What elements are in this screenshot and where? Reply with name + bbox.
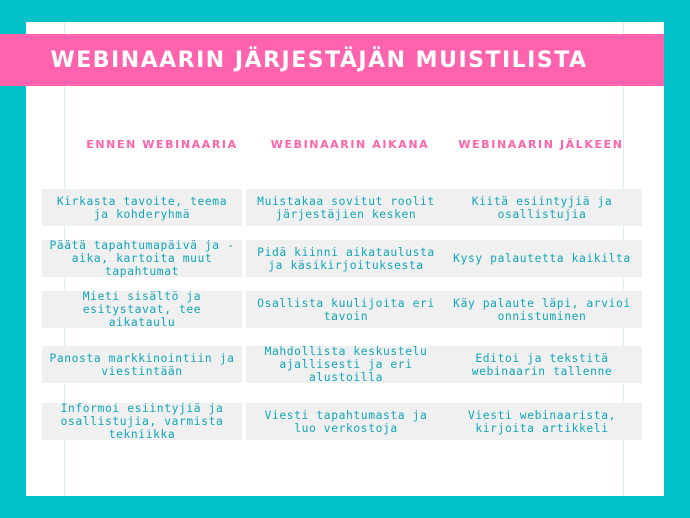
checklist-item: Osallista kuulijoita eri tavoin bbox=[246, 291, 446, 328]
checklist-item: Mieti sisältö ja esitystavat, tee aikataulu bbox=[42, 291, 242, 328]
title-banner bbox=[0, 34, 664, 86]
checklist-item: Kysy palautetta kaikilta bbox=[442, 240, 642, 277]
checklist-item: Viesti webinaarista, kirjoita artikkeli bbox=[442, 403, 642, 440]
checklist-item: Viesti tapahtumasta ja luo verkostoja bbox=[246, 403, 446, 440]
checklist-item: Informoi esiintyjiä ja osallistujia, varmista tekniikka bbox=[42, 403, 242, 440]
checklist-item: Kirkasta tavoite, teema ja kohderyhmä bbox=[42, 189, 242, 226]
checklist-item: Editoi ja tekstitä webinaarin tallenne bbox=[442, 346, 642, 383]
page-title: WEBINAARIN JÄRJESTÄJÄN MUISTILISTA bbox=[50, 47, 588, 73]
checklist-item: Pidä kiinni aikataulusta ja käsikirjoituksesta bbox=[246, 240, 446, 277]
checklist-item: Käy palaute läpi, arvioi onnistuminen bbox=[442, 291, 642, 328]
checklist-item: Kiitä esiintyjiä ja osallistujia bbox=[442, 189, 642, 226]
column-heading-during: WEBINAARIN AIKANA bbox=[270, 138, 430, 151]
column-heading-after: WEBINAARIN JÄLKEEN bbox=[458, 138, 624, 151]
checklist-item: Mahdollista keskustelu ajallisesti ja eri alustoilla bbox=[246, 346, 446, 383]
checklist-item: Panosta markkinointiin ja viestintään bbox=[42, 346, 242, 383]
checklist-item: Päätä tapahtumapäivä ja -aika, kartoita muut tapahtumat bbox=[42, 240, 242, 277]
checklist-item: Muistakaa sovitut roolit järjestäjien kesken bbox=[246, 189, 446, 226]
column-heading-before: ENNEN WEBINAARIA bbox=[86, 138, 238, 151]
